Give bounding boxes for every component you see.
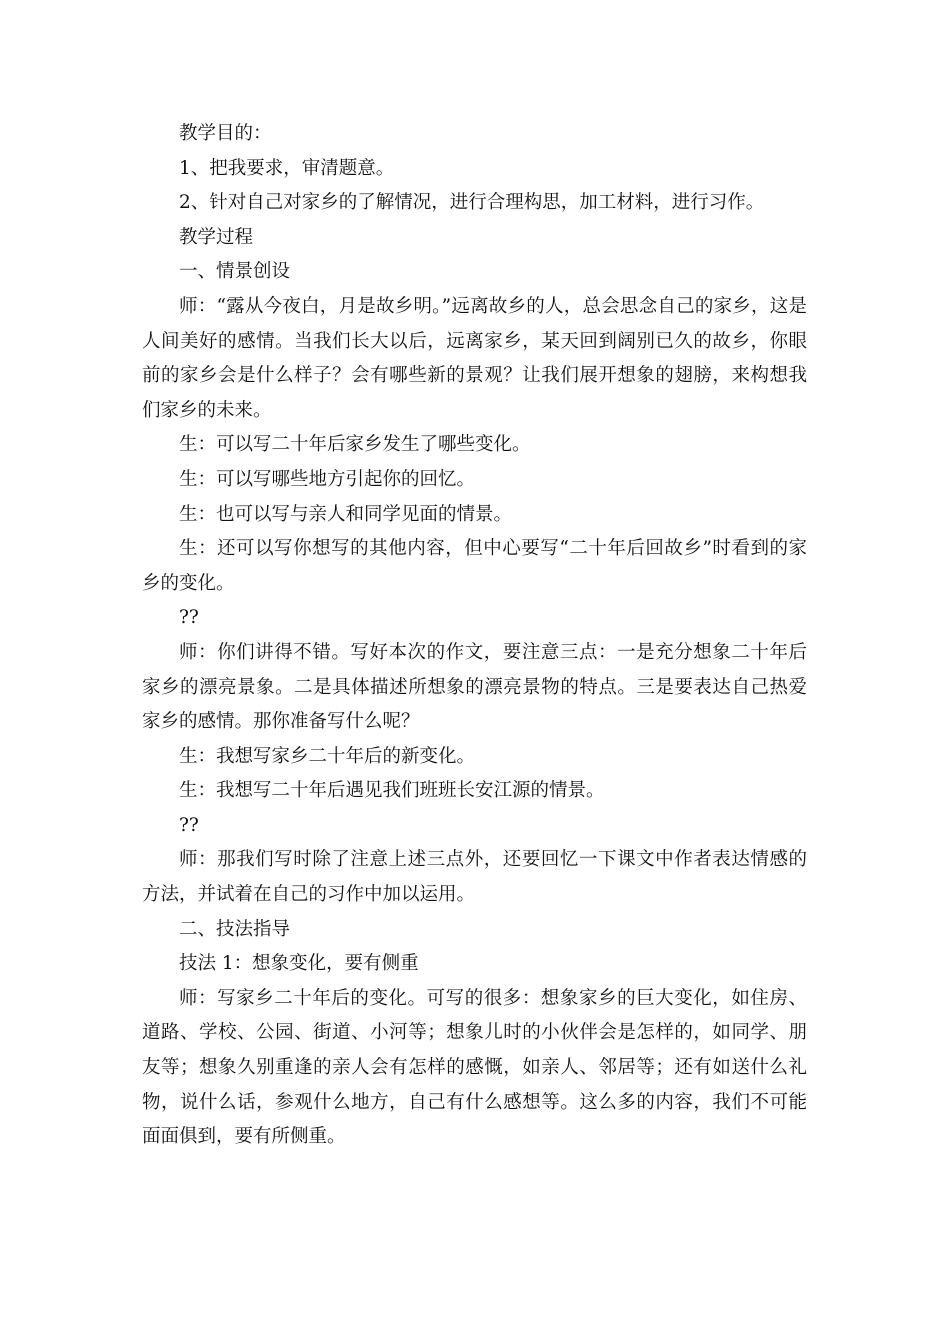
- student-paragraph: 生：我想写二十年后遇见我们班班长安江源的情景。: [179, 780, 605, 802]
- heading-teaching-process: 教学过程: [179, 226, 254, 248]
- objective-item-2: 2、针对自己对家乡的了解情况，进行合理构思，加工材料，进行习作。: [179, 192, 765, 214]
- student-paragraph: 生：可以写二十年后家乡发生了哪些变化。: [179, 434, 531, 456]
- heading-teaching-objectives: 教学目的：: [179, 123, 272, 144]
- teacher-paragraph: 师：写家乡二十年后的变化。可写的很多：想象家乡的巨大变化，如住房、道路、学校、公园、街道、小河等；想象儿时的小伙伴会是怎样的，如同学、朋友等；想象久别重逢的亲人会有怎样的感慨，如亲人、邻居等；还有如送什么礼物，说什么话，参观什么地方，自己有什么感想等。这么多的内容，我们不可能面面俱到，要有所侧重。: [142, 987, 807, 1148]
- student-paragraph: 生：可以写哪些地方引起你的回忆。: [179, 468, 476, 490]
- student-paragraph: 生：我想写家乡二十年后的新变化。: [179, 745, 476, 767]
- student-paragraph: 生：也可以写与亲人和同学见面的情景。: [179, 503, 513, 525]
- student-paragraph: 生：还可以写你想写的其他内容，但中心要写“二十年后回故乡”时看到的家乡的变化。: [142, 538, 807, 594]
- ellipsis-marker: ??: [179, 607, 199, 629]
- objective-item-1: 1、把我要求，审清题意。: [179, 157, 395, 179]
- ellipsis-marker: ??: [179, 814, 199, 836]
- technique-heading-1: 技法 1：想象变化，要有侧重: [179, 953, 419, 975]
- teacher-paragraph: 师：“露从今夜白，月是故乡明。”远离故乡的人，总会思念自己的家乡，这是人间美好的感情。当我们长大以后，远离家乡，某天回到阔别已久的故乡，你眼前的家乡会是什么样子？会有哪些新的景观？让我们展开想象的翅膀，来构想我们家乡的未来。: [142, 295, 807, 421]
- document-body: [142, 117, 807, 1155]
- teacher-paragraph: 师：你们讲得不错。写好本次的作文，要注意三点：一是充分想象二十年后家乡的漂亮景象。二是具体描述所想象的漂亮景物的特点。三是要表达自己热爱家乡的感情。那你准备写什么呢？: [142, 641, 807, 733]
- section-heading-scenario: 一、情景创设: [179, 261, 291, 283]
- teacher-paragraph: 师：那我们写时除了注意上述三点外，还要回忆一下课文中作者表达情感的方法，并试着在自己的习作中加以运用。: [142, 849, 807, 906]
- section-heading-technique: 二、技法指导: [179, 918, 291, 940]
